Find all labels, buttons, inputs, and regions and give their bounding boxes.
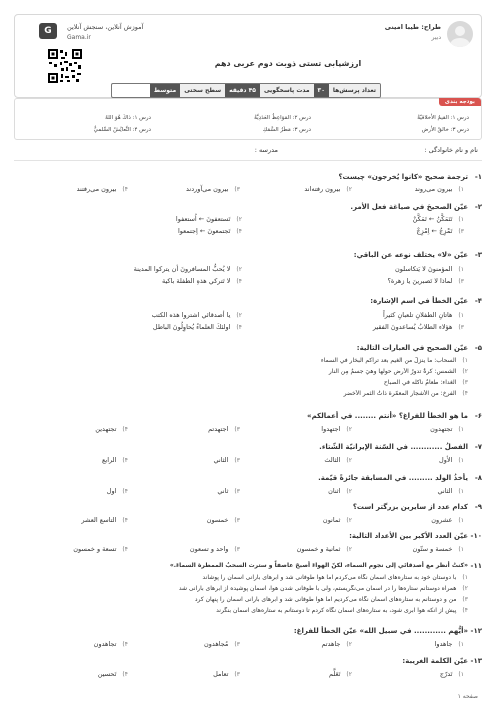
school-label: مدرسه : <box>254 146 278 154</box>
topics-box <box>14 98 482 140</box>
option-3[interactable]: ۳)بيرون مى‌آوردند <box>185 185 240 193</box>
option-2[interactable]: ۲)جاهدتم <box>321 640 352 648</box>
question-text: عيّن الكلمة الغريبة: <box>402 657 468 665</box>
option-4[interactable]: ۴)بيرون مى‌رفتند <box>76 185 128 193</box>
option-2[interactable]: ۲)تَعَلَّم <box>328 670 352 678</box>
question-text: يأخذُ الولد ......... في المسابقة جائزةً قيّمة. <box>318 474 468 482</box>
question-text: الفصلُ ............ في السّنة الإيرانيّة الشّتاء. <box>319 443 468 451</box>
option-4[interactable]: ۴)تَجتمعونَ ← اِجتمعوا <box>178 227 242 235</box>
option-4[interactable]: ۴)اول <box>106 487 128 495</box>
option-3[interactable]: ۳)هؤلاء الطلابُ يُساعدونَ الفقير <box>372 323 464 331</box>
exam-header <box>14 14 482 98</box>
option-4[interactable]: ۴)تجتهدين <box>95 425 128 433</box>
difficulty-label: سطح سختی <box>180 84 225 97</box>
topics-tag: بودجه بندی <box>439 98 481 106</box>
option-3[interactable]: ۳)تَمْزِجُ ← اِمْزِجْ <box>416 227 464 235</box>
difficulty-value: متوسط <box>150 84 180 97</box>
question-text: عيّن الصحيح في العبارات التالية: <box>356 344 468 352</box>
question-count-value: ۳۰ <box>314 84 329 97</box>
question-number: ۳- <box>474 251 482 259</box>
option-4[interactable]: ۴)تَحسين <box>97 670 128 678</box>
option-1[interactable]: ۱)بيرون مى‌روند <box>414 185 464 193</box>
option-4[interactable]: ۴)الفرخ: من الأشجار المعمّرة ذاتُ الثمر الأخضر <box>343 390 468 397</box>
question-number: ۱۰- <box>470 532 482 540</box>
question-number: ۴- <box>474 297 482 305</box>
question-number: ۸- <box>474 474 482 482</box>
question-number: ۶- <box>474 412 482 420</box>
option-1[interactable]: ۱)الأول <box>439 456 464 464</box>
option-4[interactable]: ۴)الرابع <box>101 456 128 464</box>
option-1[interactable]: ۱)تجتهدون <box>430 425 464 433</box>
question-text: كدام عدد از سايرين بزرگتر است؟ <box>352 503 468 511</box>
topic-item: درس ۳: خالقُ الأرض <box>421 127 469 133</box>
topic-item: درس ۴: التَّعايُشُ السِّلميُّ <box>93 127 151 133</box>
option-3[interactable]: ۳)لماذا لا تَصبرينَ يا زهرة؟ <box>387 277 464 285</box>
question-number: ۹- <box>474 503 482 511</box>
option-2[interactable]: ۲)ثمانية و خمسون <box>296 545 352 553</box>
option-1[interactable]: ۱)عشرون <box>431 516 464 524</box>
avatar <box>447 21 473 47</box>
option-4[interactable]: ۴)تسعة و خمسون <box>73 545 128 553</box>
exam-title: ارزشیابی تستی ذوبت دوم عربی دهم <box>214 59 362 68</box>
question-text: «أيُّهم ............ في سبيل الله» عيّن الخطأ للفراغ: <box>293 627 468 635</box>
option-1[interactable]: ۱)جاهدوا <box>434 640 464 648</box>
option-3[interactable]: ۳)الثاني <box>213 456 240 464</box>
site-name: آموزش آنلاین، سنجش آنلاین <box>67 23 144 31</box>
designer-role: دبیر <box>431 34 441 41</box>
option-3[interactable]: ۳)مُجاهدون <box>204 640 240 648</box>
exam-info-bar <box>111 83 381 98</box>
option-3[interactable]: ۳)واحد و تسعون <box>189 545 240 553</box>
divider <box>14 160 482 161</box>
question-text: «كنتُ أنظر مع أصدقائي إلى نجوم السماء، لكنّ الهواءَ أصبحَ عاصفاً و سترت السحبُ الممطرة السماءَ.» <box>169 562 468 569</box>
qr-code-icon <box>47 48 83 84</box>
question-number: ۱- <box>474 173 482 181</box>
option-2[interactable]: ۲)اجتهدوا <box>321 425 352 433</box>
question-text: ترجمة صحيح «كانوا يُخرجون» چيست؟ <box>338 173 468 181</box>
option-1[interactable]: ۱)السحاب: ما ينزلُ من الغيم بعد تراكم البخار في السماء <box>320 357 468 364</box>
duration-value: ۴۵ دقیقه <box>225 84 260 97</box>
option-1[interactable]: ۱)تَدرّج <box>439 670 464 678</box>
option-3[interactable]: ۳)ثاني <box>217 487 240 495</box>
topic-item: درس ۱: القيمُ الأخلاقيّةُ <box>417 115 469 121</box>
question-text: عيّن العدد الأكبر بين الأعداد التالية: <box>349 532 468 540</box>
gama-logo-icon: G <box>39 23 57 39</box>
option-1[interactable]: ۱)با دوستان خود به ستاره‌های آسمان نگاه می‌کردم اما هوا طوفانی شد و ابرهای بارانی آسمان را پوشاند <box>202 574 468 581</box>
student-info <box>18 146 478 154</box>
name-label: نام و نام خانوادگی : <box>424 146 478 154</box>
topic-item: درس ۱: ذاكَ هُوَ اللهُ <box>105 115 151 121</box>
option-4[interactable]: ۴)پیش از آنکه هوا ابری شود، به ستاره‌های آسمان نگاه کردم تا دوستانم به ستاره‌های آسمان بنگرند <box>216 607 468 614</box>
option-2[interactable]: ۲)تَستعفونَ ← اُستعفوا <box>175 215 242 223</box>
question-text: عيّن الصحيحَ في صياغة فعل الأمر. <box>350 203 468 211</box>
page-number: صفحه ۱ <box>457 693 478 700</box>
option-1[interactable]: ۱)المؤمنونَ لا يَتكاسلون <box>395 265 464 273</box>
option-2[interactable]: ۲)الثالث <box>324 456 352 464</box>
option-2[interactable]: ۲)ثمانون <box>322 516 352 524</box>
question-number: ۷- <box>474 443 482 451</box>
question-text: عيّن «لا» يختلف نوعه عن الباقي: <box>353 251 468 259</box>
topic-item: درس ۲: المَوَاعِظُ العَدَدِيَّةُ <box>254 115 311 121</box>
option-2[interactable]: ۲)لا يُحبُّ المسافرونَ أن يتركوا المدينة <box>133 265 242 273</box>
option-2[interactable]: ۲)الشمس: كرةٌ تدورُ الأرض حولها وهيَ جسمٌ مِن النار <box>328 368 468 375</box>
option-2[interactable]: ۲)يا أصدقائي اشتروا هذه الكتب <box>151 311 242 319</box>
option-4[interactable]: ۴)اولئكَ العلماءُ يُحاوِلُونَ الباطل <box>152 323 242 331</box>
question-text: عيّن الخطأ في اسم الإشارة: <box>370 297 468 305</box>
option-2[interactable]: ۲)بيرون رفته‌اند <box>304 185 352 193</box>
option-1[interactable]: ۱)خمسة و ستّون <box>412 545 464 553</box>
option-3[interactable]: ۳)من و دوستانم به ستاره‌های آسمان نگاه می‌کردیم اما هوا طوفانی شد و ابرهای بارانی آسمان را پنهان کرد <box>194 596 468 603</box>
option-4[interactable]: ۴)لا تَتركي هذهِ الطفلة باكية <box>161 277 242 285</box>
option-4[interactable]: ۴)تجاهدون <box>93 640 128 648</box>
option-2[interactable]: ۲)همراه دوستانم ستاره‌ها را در آسمان می‌نگریستم، ولی با طوفانی شدن هوا، آسمان پوشیده از ابرهای بارانی شد <box>178 585 468 592</box>
option-4[interactable]: ۴)التاسع العشر <box>81 516 128 524</box>
question-count-label: تعداد پرسش‌ها <box>329 84 380 97</box>
option-3[interactable]: ۳)الغداء: طعامٌ نأكله في الصباح <box>383 379 468 386</box>
question-text: ما هو الخطأ للفراغ؟ «أنتم ........ في أعمالكم» <box>307 412 468 420</box>
option-3[interactable]: ۳)اجتهدتم <box>208 425 240 433</box>
option-3[interactable]: ۳)تعامل <box>213 670 240 678</box>
option-1[interactable]: ۱)تَتَمَكَّنُ ← تَمَكَّنْ <box>412 215 464 223</box>
question-number: ۵- <box>474 344 482 352</box>
question-number: ۱۱- <box>470 562 482 570</box>
question-number: ۲- <box>474 203 482 211</box>
designer-name: طراح: طیبا امینی <box>384 23 441 31</box>
topic-item: درس ۳: مَطَرُ السَّمَكِ <box>262 127 311 133</box>
option-1[interactable]: ۱)الثاني <box>437 487 464 495</box>
site-url[interactable]: Gama.ir <box>67 34 91 41</box>
option-2[interactable]: ۲)اثنان <box>328 487 352 495</box>
question-number: ۱۲- <box>470 627 482 635</box>
option-1[interactable]: ۱)هاتانِ الطفلانِ تلعبانِ كثيراً <box>382 311 464 319</box>
question-number: ۱۳- <box>470 657 482 665</box>
option-3[interactable]: ۳)خمسون <box>206 516 240 524</box>
duration-label: مدت پاسخگویی <box>260 84 314 97</box>
